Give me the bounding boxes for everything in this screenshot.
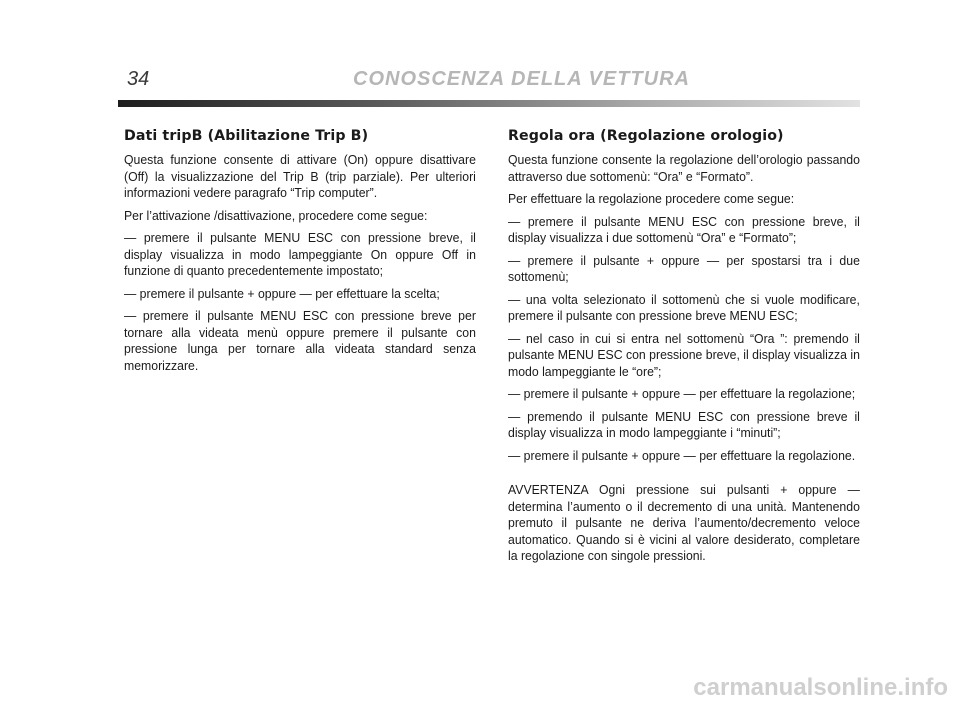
right-column xyxy=(508,128,860,571)
warning-note: AVVERTENZA Ogni pressione sui pulsanti + oppure — determina l’aumento o il decremento di una unità. Mantenendo premuto il pulsante ne deriva l’aumento/decremento veloce automatico. Quando si è vicini al valore desiderato, completare la regolazione con singole pressioni. xyxy=(508,482,860,563)
header-rule xyxy=(118,100,860,107)
paragraph: — premere il pulsante + oppure — per effettuare la regolazione; xyxy=(508,386,856,401)
paragraph: — premendo il pulsante MENU ESC con pressione breve il display visualizza in modo lampeggiante i “minuti”; xyxy=(508,408,860,440)
paragraph: — una volta selezionato il sottomenù che si vuole modificare, premere il pulsante con pressione breve MENU ESC; xyxy=(508,291,860,323)
paragraph: — premere il pulsante MENU ESC con pressione breve, il display visualizza i due sottomenù “Ora” e “Formato”; xyxy=(508,213,860,245)
paragraph: Per l’attivazione /disattivazione, procedere come segue: xyxy=(124,207,428,223)
left-column xyxy=(124,128,476,380)
paragraph: — premere il pulsante + oppure — per spostarsi tra i due sottomenù; xyxy=(508,252,860,284)
watermark: carmanualsonline.info xyxy=(693,674,948,701)
page-number: 34 xyxy=(127,68,150,90)
section-title-regola-ora: Regola ora (Regolazione orologio) xyxy=(508,128,784,144)
paragraph: Questa funzione consente di attivare (On) oppure disattivare (Off) la visualizzazione del Trip B (trip parziale). Per ulteriori informazioni vedere paragrafo “Trip computer”. xyxy=(124,152,476,200)
running-head: CONOSCENZA DELLA VETTURA xyxy=(353,68,690,90)
paragraph: — premere il pulsante MENU ESC con pressione breve per tornare alla videata menù oppure premere il pulsante con pressione lunga per tornare alla videata standard senza memorizzare. xyxy=(124,308,476,373)
paragraph: Per effettuare la regolazione procedere come segue: xyxy=(508,191,795,206)
paragraph: — nel caso in cui si entra nel sottomenù “Ora ”: premendo il pulsante MENU ESC con pressione breve, il display visualizza in modo lampeggiante le “ore”; xyxy=(508,330,860,379)
paragraph: — premere il pulsante MENU ESC con pressione breve, il display visualizza in modo lampeggiante On oppure Off in funzione di quanto precedentemente impostato; xyxy=(124,230,476,278)
paragraph: Questa funzione consente la regolazione dell’orologio passando attraverso due sottomenù: “Ora” e “Formato”. xyxy=(508,152,860,184)
paragraph: — premere il pulsante + oppure — per effettuare la regolazione. xyxy=(508,447,856,463)
section-title-trip-b: Dati tripB (Abilitazione Trip B) xyxy=(124,128,369,144)
paragraph: — premere il pulsante + oppure — per effettuare la scelta; xyxy=(124,285,440,301)
